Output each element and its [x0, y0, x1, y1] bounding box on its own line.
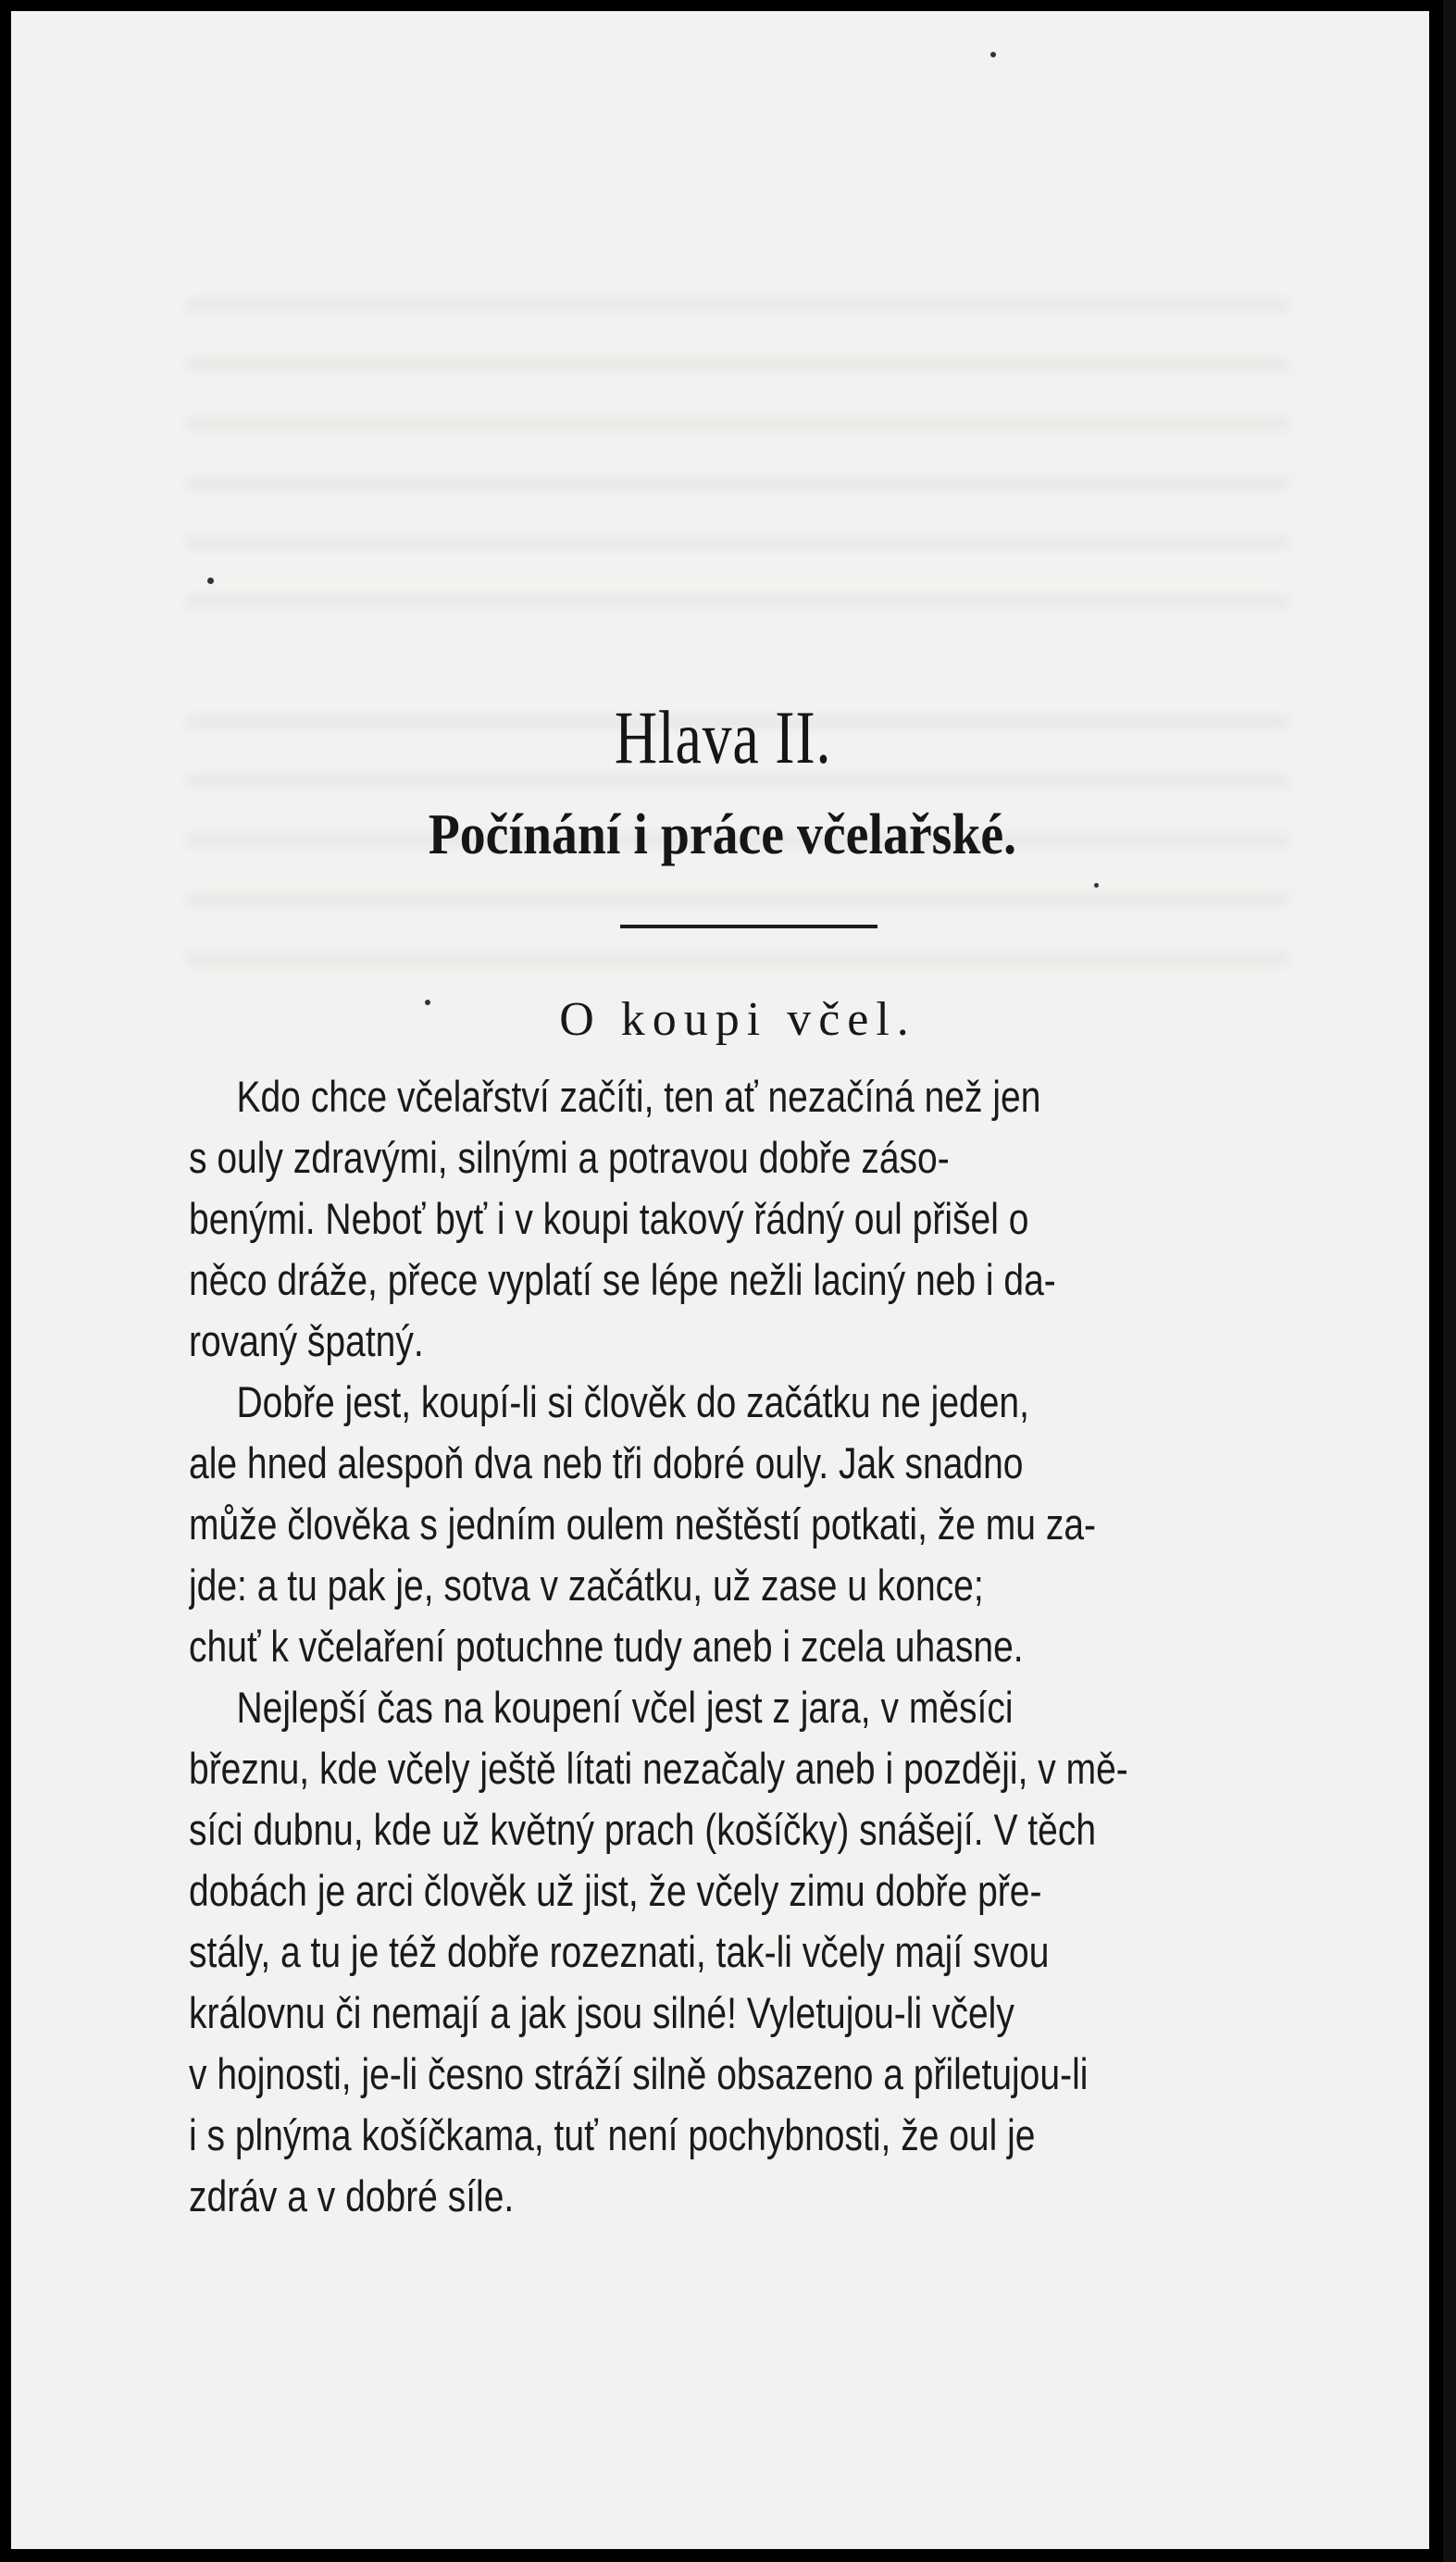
section-title: O koupi včel.	[559, 993, 916, 1046]
text-line: Nejlepší čas na koupení včel jest z jara, v měsíci	[236, 1683, 1014, 1732]
text-line: královnu či nemají a jak jsou silné! Vyletujou-li včely	[189, 1988, 1014, 2037]
text-line: benými. Neboť byť i v koupi takový řádný oul přišel o	[189, 1194, 1029, 1243]
text-line: zdráv a v dobré síle.	[189, 2171, 515, 2220]
text-line: i s plnýma košíčkama, tuť není pochybnosti, že oul je	[189, 2110, 1036, 2159]
text-line: může člověka s jedním oulem neštěstí potkati, že mu za-	[189, 1499, 1097, 1548]
text-line: jde: a tu pak je, sotva v začátku, už zase u konce;	[189, 1561, 984, 1610]
text-line: stály, a tu je též dobře rozeznati, tak-li včely mají svou	[189, 1927, 1050, 1976]
book-page	[11, 11, 1429, 2549]
text-line: v hojnosti, je-li česno stráží silně obsazeno a přiletujou-li	[189, 2049, 1089, 2098]
text-line: chuť k včelaření potuchne tudy aneb i zcela uhasne.	[189, 1622, 1024, 1671]
text-line: něco dráže, přece vyplatí se lépe nežli laciný neb i da-	[189, 1255, 1056, 1304]
text-line: síci dubnu, kde už květný prach (košíčky) snášejí. V těch	[189, 1805, 1097, 1854]
text-line: dobách je arci člověk už jist, že včely zimu dobře pře-	[189, 1866, 1042, 1915]
page-binding-edge	[1443, 0, 1456, 2562]
text-line: rovaný špatný.	[189, 1316, 424, 1365]
text-line: Dobře jest, koupí-li si člověk do začátku ne jeden,	[236, 1377, 1029, 1426]
chapter-title: Hlava II.	[614, 695, 832, 779]
page-content	[11, 11, 1429, 2549]
print-speck	[207, 578, 214, 584]
text-line: ale hned alespoň dva neb tři dobré ouly. Jak snadno	[189, 1438, 1024, 1487]
print-speck	[425, 1000, 430, 1005]
text-line: Kdo chce včelařství začíti, ten ať nezačíná než jen	[236, 1072, 1041, 1121]
section-divider	[620, 925, 877, 928]
body-text	[189, 1066, 1331, 2227]
print-speck	[990, 52, 996, 57]
text-line: s ouly zdravými, silnými a potravou dobře záso-	[189, 1133, 950, 1182]
chapter-subtitle: Počínání i práce včelařské.	[428, 803, 1017, 866]
text-line: březnu, kde včely ještě lítati nezačaly aneb i později, v mě-	[189, 1744, 1128, 1793]
print-speck	[1094, 883, 1099, 888]
